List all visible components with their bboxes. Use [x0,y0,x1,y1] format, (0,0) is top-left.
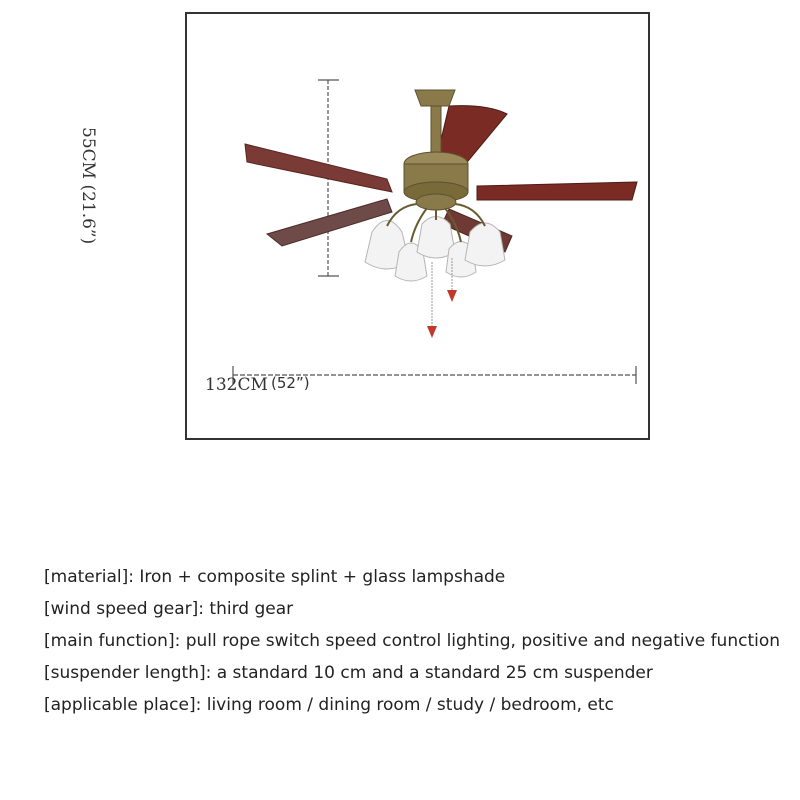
product-specifications [44,561,784,721]
width-dimension-label: 132CM [205,375,268,395]
spec-suspender-length: [suspender length]: a standard 10 cm and a standard 25 cm suspender [44,663,653,683]
fan-blade [477,182,637,200]
spec-main-function: [main function]: pull rope switch speed control lighting, positive and negative function [44,631,781,651]
pull-chain-pendant [427,326,437,338]
canopy [415,90,455,106]
spec-material: [material]: Iron + composite splint + glass lampshade [44,567,506,587]
height-dimension-label: 55CM (21.6”) [78,127,98,245]
spec-applicable-place: [applicable place]: living room / dining room / study / bedroom, etc [44,695,614,715]
downrod [431,106,441,156]
pull-chains [427,258,457,338]
fan-blade [245,144,392,192]
pull-chain-pendant [447,290,457,302]
light-kit-hub [416,194,456,210]
width-dimension-inches: (52”) [271,374,310,392]
spec-wind-speed-gear: [wind speed gear]: third gear [44,599,294,619]
